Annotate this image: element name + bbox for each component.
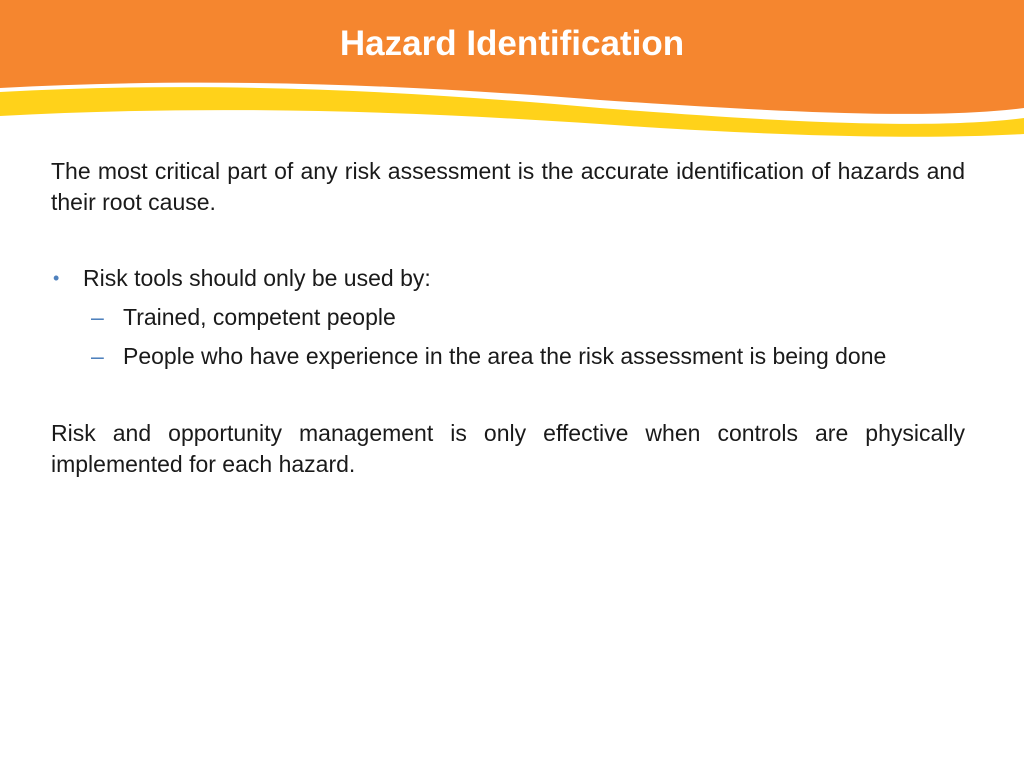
sub-item-text: People who have experience in the area the risk assessment is being done	[123, 343, 887, 369]
sub-item	[51, 302, 965, 333]
slide-body	[51, 156, 965, 480]
slide-title: Hazard Identification	[339, 24, 685, 63]
dash-icon: –	[91, 343, 104, 369]
bullet-icon: •	[53, 268, 60, 288]
sub-list	[51, 302, 965, 372]
sub-item	[51, 341, 965, 372]
dash-icon: –	[91, 304, 104, 330]
closing-paragraph: Risk and opportunity management is only effective when controls are physically implemented for each hazard.	[51, 420, 965, 477]
sub-item-text: Trained, competent people	[123, 304, 396, 330]
intro-paragraph: The most critical part of any risk assessment is the accurate identification of hazards and their root cause.	[51, 158, 965, 215]
bullet-item	[51, 263, 965, 294]
bullet-text: Risk tools should only be used by:	[83, 265, 431, 291]
